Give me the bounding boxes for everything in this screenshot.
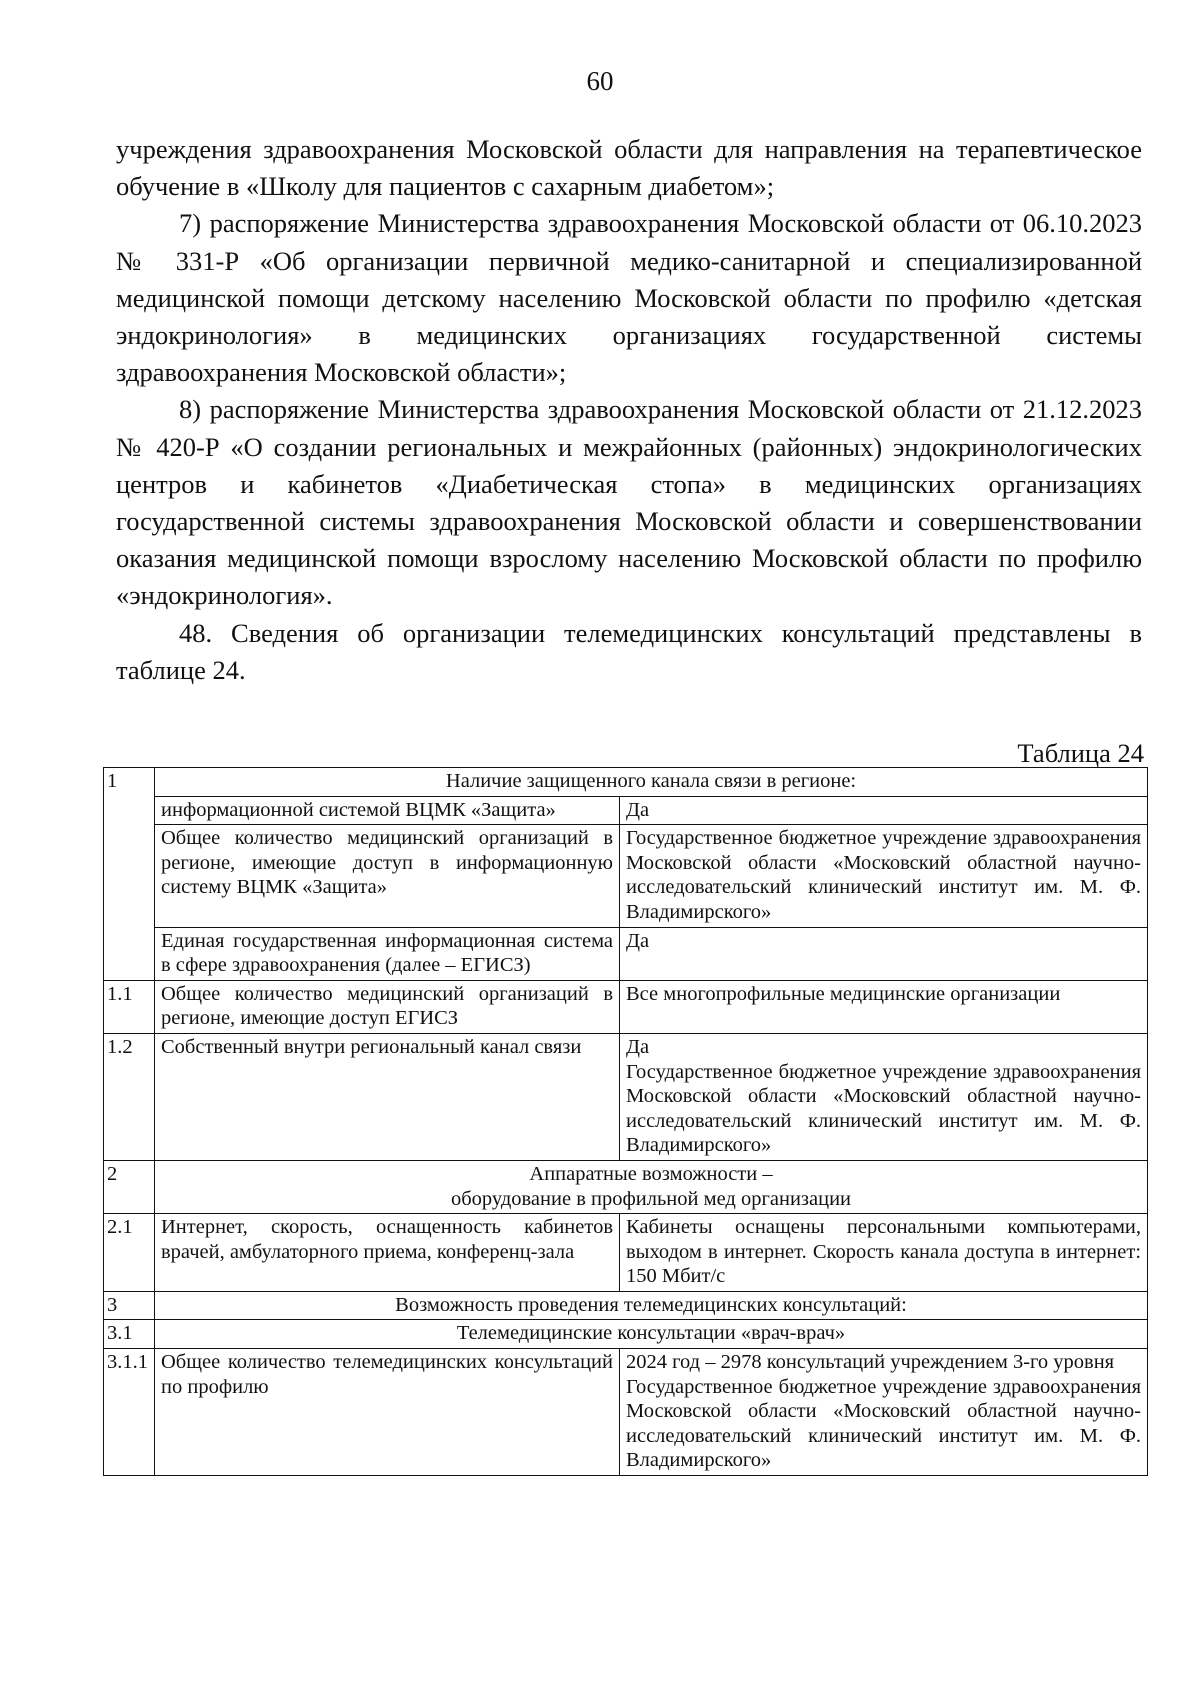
- data-table: [103, 767, 1148, 1476]
- row-value-line: Государственное бюджетное учреждение здравоохранения Московской области «Московский областной научно-исследовательский клинический институт им. М. Ф. Владимирского»: [626, 1060, 1142, 1157]
- paragraph: учреждения здравоохранения Московской области для направления на терапевтическое обучение в «Школу для пациентов с сахарным диабетом»;: [116, 134, 1142, 202]
- section-header: Наличие защищенного канала связи в регионе:: [155, 768, 1148, 797]
- section-header-line: оборудование в профильной мед организации: [450, 1187, 852, 1210]
- paragraph: 8) распоряжение Министерства здравоохранения Московской области от 21.12.2023 № 420-Р «О создании региональных и межрайонных (районных) эндокринологических центров и кабинетов «Диабетическая стопа» в медицинских организациях государственной системы здравоохранения Московской области и совершенствовании оказания медицинской помощи взрослому населению Московской области по профилю «эндокринология».: [116, 394, 1142, 611]
- table-row: [104, 825, 1148, 927]
- section-header: Возможность проведения телемедицинских консультаций:: [155, 1291, 1148, 1320]
- table-caption: Таблица 24: [1017, 738, 1144, 768]
- row-value-line: Да: [626, 1035, 650, 1058]
- row-label: информационной системой ВЦМК «Защита»: [155, 796, 620, 825]
- row-number: 3: [104, 1291, 155, 1320]
- table-row: [104, 980, 1148, 1033]
- table-row: [104, 796, 1148, 825]
- paragraph: 7) распоряжение Министерства здравоохранения Московской области от 06.10.2023 № 331-Р «Об организации первичной медико-санитарной и специализированной медицинской помощи детскому населению Московской области по профилю «детская эндокринология» в медицинских организациях государственной системы здравоохранения Московской области»;: [116, 208, 1142, 388]
- row-number: 1: [104, 768, 155, 981]
- table-row: [104, 1349, 1148, 1476]
- table-row: [104, 927, 1148, 980]
- paragraph: 48. Сведения об организации телемедицинских консультаций представлены в таблице 24.: [116, 617, 1142, 685]
- row-value: Кабинеты оснащены персональными компьютерами, выходом в интернет. Скорость канала доступа в интернет: 150 Мбит/с: [620, 1214, 1148, 1292]
- row-label: Общее количество телемедицинских консультаций по профилю: [155, 1349, 620, 1476]
- section-header: Телемедицинские консультации «врач-врач»: [155, 1320, 1148, 1349]
- table-row: [104, 1033, 1148, 1160]
- row-number: 1.1: [104, 980, 155, 1033]
- row-value-line: Государственное бюджетное учреждение здравоохранения Московской области «Московский областной научно-исследовательский клинический институт им. М. Ф. Владимирского»: [626, 1375, 1142, 1472]
- table-row: [104, 1160, 1148, 1213]
- row-number: 3.1: [104, 1320, 155, 1349]
- row-number: 2.1: [104, 1214, 155, 1292]
- section-header: [155, 1160, 1148, 1213]
- row-label: Собственный внутри региональный канал связи: [155, 1033, 620, 1160]
- table-row: [104, 1320, 1148, 1349]
- section-header-line: Аппаратные возможности –: [529, 1162, 773, 1185]
- row-number: 1.2: [104, 1033, 155, 1160]
- page-number: 60: [586, 66, 614, 96]
- row-label: Общее количество медицинский организаций в регионе, имеющие доступ в информационную систему ВЦМК «Защита»: [155, 825, 620, 927]
- row-value: [620, 1033, 1148, 1160]
- body-text: [116, 131, 1142, 689]
- row-number: 2: [104, 1160, 155, 1213]
- row-value: Да: [620, 796, 1148, 825]
- row-value: Да: [620, 927, 1148, 980]
- table-row: [104, 768, 1148, 797]
- row-value-line: 2024 год – 2978 консультаций учреждением 3-го уровня: [626, 1351, 1115, 1374]
- row-label: Общее количество медицинский организаций в регионе, имеющие доступ ЕГИСЗ: [155, 980, 620, 1033]
- row-label: Единая государственная информационная система в сфере здравоохранения (далее – ЕГИСЗ): [155, 927, 620, 980]
- row-value: [620, 1349, 1148, 1476]
- row-number: 3.1.1: [104, 1349, 155, 1476]
- row-value: Все многопрофильные медицинские организации: [620, 980, 1148, 1033]
- table-row: [104, 1214, 1148, 1292]
- row-label: Интернет, скорость, оснащенность кабинетов врачей, амбулаторного приема, конференц-зала: [155, 1214, 620, 1292]
- row-value: Государственное бюджетное учреждение здравоохранения Московской области «Московский областной научно-исследовательский клинический институт им. М. Ф. Владимирского»: [620, 825, 1148, 927]
- table-row: [104, 1291, 1148, 1320]
